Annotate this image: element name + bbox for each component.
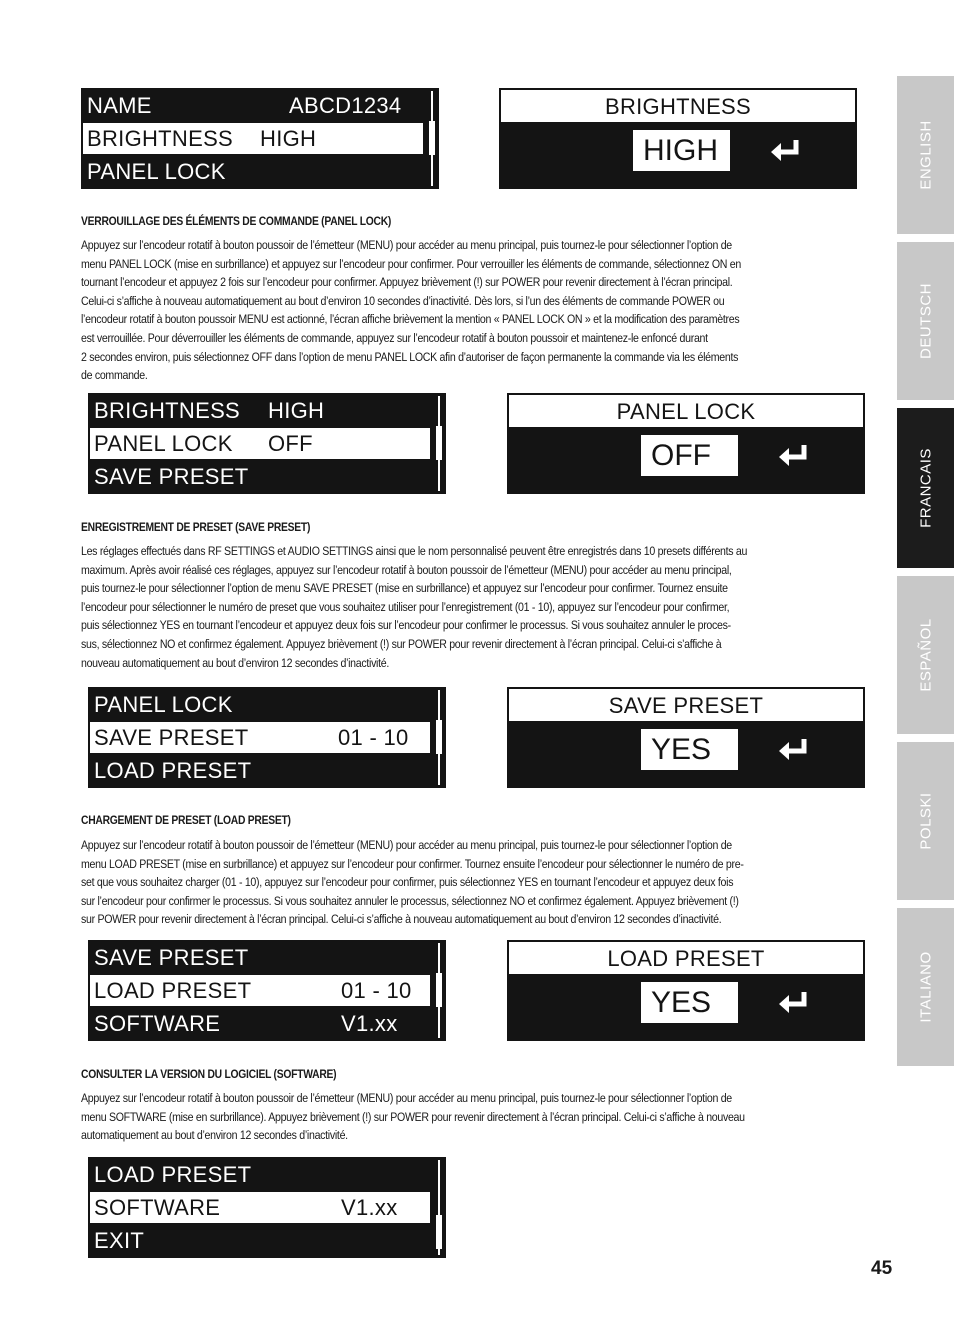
menu-display-3 [88,687,446,788]
menu-row: SOFTWARE V1.xx [94,1011,398,1036]
value-display-4 [507,940,865,1041]
menu-row: BRIGHTNESS HIGH [94,398,325,423]
tab-deutsch[interactable]: DEUTSCH [897,242,954,400]
menu-display-2 [88,393,446,494]
value-box: HIGH [633,130,730,171]
value-display-2 [507,393,865,494]
value-display-1 [499,88,857,189]
scrollbar-thumb [436,1215,442,1249]
menu-display-5 [88,1157,446,1258]
menu-row: LOAD PRESET [94,1162,252,1187]
tab-polski[interactable]: POLSKI [897,742,954,900]
section-paragraph: Appuyez sur l’encodeur rotatif à bouton poussoir de l’émetteur (MENU) pour accéder au menu principal, puis tournez-le pour sélectionner l’option de menu LOAD PRESET (mise en surbrillance) et appuyez sur l’encodeur pour confirmer. Tournez ensuite l’encodeur pour sélectionner le numéro de pre- set que vous souhaitez charger (01 - 10), appuyez sur l’encodeur pour confirmer, puis sélectionnez YES en tournant l’encodeur et appuyez deux fois sur l’encodeur pour confirmer le processus. Si vous souhaitez annuler le processus, sélectionnez NO et confirmez également. Appuyez brièvement (!) sur POWER pour revenir directement à l’écran principal. Celui-ci s’affiche à nouveau automatiquement au bout d’environ 12 secondes d’inactivité. [81,838,744,927]
value-header: BRIGHTNESS [501,90,855,122]
value-header: PANEL LOCK [509,395,863,427]
menu-row: PANEL LOCK [94,692,233,717]
value-header: SAVE PRESET [509,689,863,721]
section-heading: CHARGEMENT DE PRESET (LOAD PRESET) [81,813,291,827]
section-heading: VERROUILLAGE DES ÉLÉMENTS DE COMMANDE (PANEL LOCK) [81,214,392,228]
tab-italiano[interactable]: ITALIANO [897,908,954,1066]
section-heading: ENREGISTREMENT DE PRESET (SAVE PRESET) [81,520,311,534]
page-number: 45 [871,1258,893,1279]
menu-row-selected: SAVE PRESET 01 - 10 [90,722,430,753]
scrollbar-thumb [436,973,442,1007]
value-box: YES [641,729,738,770]
value-box: YES [641,982,738,1023]
section-paragraph: Appuyez sur l’encodeur rotatif à bouton poussoir de l’émetteur (MENU) pour accéder au menu principal, puis tournez-le pour sélectionner l’option de menu PANEL LOCK (mise en surbrillance) et appuyez sur l’encodeur pour confirmer. Pour verrouiller les éléments de commande, sélectionnez ON en tournant l’encodeur et appuyez 2 fois sur l’encodeur pour confirmer. Appuyez brièvement (!) sur POWER pour revenir directement à l’écran principal. Celui-ci s’affiche à nouveau automatiquement au bout d’environ 10 secondes d’inactivité. Dès lors, si l’un des éléments de commande POWER ou l’encodeur rotatif à bouton poussoir MENU est actionné, l’écran affiche brièvement la mention « PANEL LOCK ON » et la modification des paramètres est verrouillée. Pour déverrouiller les éléments de commande, appuyez sur l’encodeur rotatif à bouton poussoir et maintenez-le enfoncé durant 2 secondes environ, puis sélectionnez OFF dans l’option de menu PANEL LOCK afin d’autoriser de façon permanente la commande via les éléments de commande. [81,238,741,383]
menu-row-selected: BRIGHTNESS HIGH [83,123,423,154]
menu-display-1 [81,88,439,189]
section-paragraph: Appuyez sur l’encodeur rotatif à bouton poussoir de l’émetteur (MENU) pour accéder au menu principal, puis tournez-le pour sélectionner l’option de menu SOFTWARE (mise en surbrillance). Appuyez brièvement (!) sur POWER pour revenir directement à l’écran principal. Celui-ci s’affiche à nouveau automatiquement au bout d’environ 12 secondes d’inactivité. [81,1091,745,1143]
menu-row: PANEL LOCK [87,159,226,184]
enter-icon [777,988,811,1016]
menu-row: SAVE PRESET [94,464,249,489]
tab-francais[interactable]: FRANCAIS [897,408,954,568]
menu-row: EXIT [94,1228,145,1253]
menu-row: SAVE PRESET [94,945,249,970]
value-display-3 [507,687,865,788]
menu-row: LOAD PRESET [94,758,252,783]
enter-icon [777,441,811,469]
value-box: OFF [641,435,738,476]
tab-english[interactable]: ENGLISH [897,76,954,234]
menu-row-selected: PANEL LOCK OFF [90,428,430,459]
scrollbar-thumb [436,720,442,754]
menu-row-selected: LOAD PRESET 01 - 10 [90,975,430,1006]
section-heading: CONSULTER LA VERSION DU LOGICIEL (SOFTWARE) [81,1067,337,1081]
tab-espanol[interactable]: ESPAÑOL [897,576,954,734]
enter-icon [777,735,811,763]
menu-display-4 [88,940,446,1041]
enter-icon [769,136,803,164]
scrollbar-thumb [436,426,442,460]
scrollbar-thumb [429,121,435,155]
menu-row-selected: SOFTWARE V1.xx [90,1192,430,1223]
value-header: LOAD PRESET [509,942,863,974]
section-paragraph: Les réglages effectués dans RF SETTINGS et AUDIO SETTINGS ainsi que le nom personnalisé peuvent être enregistrés dans 10 presets différents au maximum. Après avoir réalisé ces réglages, appuyez sur l’encodeur rotatif à bouton poussoir de l’émetteur (MENU) pour accéder au menu principal, puis tournez-le pour sélectionner l’option de menu SAVE PRESET (mise en surbrillance) et appuyez sur l’encodeur pour confirmer. Tournez ensuite l’encodeur pour sélectionner le numéro de preset que vous souhaitez utiliser pour l’enregistrement (01 - 10), appuyez sur l’encodeur pour confirmer, puis sélectionnez YES en tournant l’encodeur et appuyez deux fois sur l’encodeur pour confirmer le processus. Si vous souhaitez annuler le proces- sus, sélectionnez NO et confirmez également. Appuyez brièvement (!) sur POWER pour revenir directement à l’écran principal. Celui-ci s’affiche à nouveau automatiquement au bout d’environ 12 secondes d’inactivité. [81,544,748,670]
menu-row: NAME ABCD1234 [87,93,402,118]
